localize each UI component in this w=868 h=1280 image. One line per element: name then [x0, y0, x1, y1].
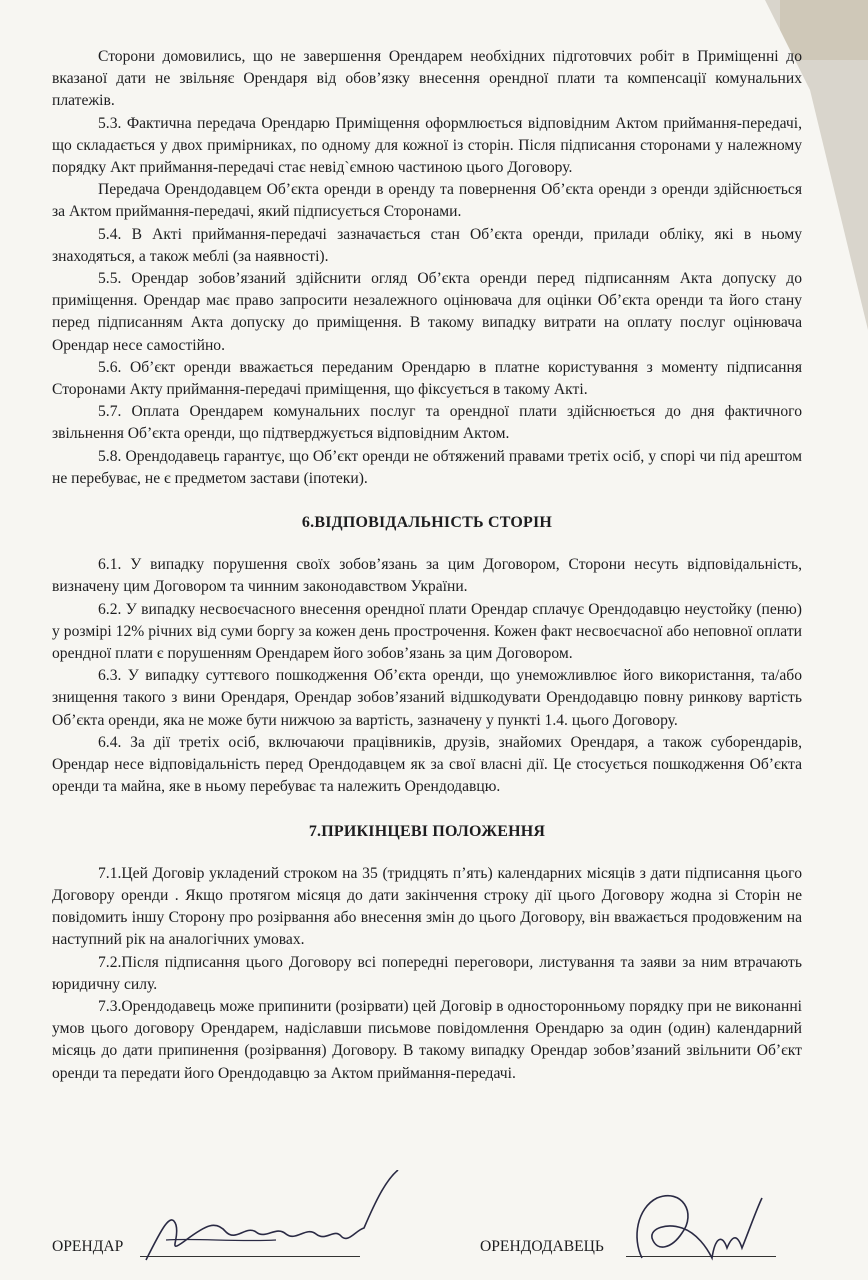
paragraph-6-1: 6.1. У випадку порушення своїх зобов’язань за цим Договором, Сторони несуть відповідальність, визначену цим Договором та чинним законодавством України.	[52, 556, 802, 596]
paragraph-7-1: 7.1.Цей Договір укладений строком на 35 (тридцять п’ять) календарних місяців з дати підписання цього Договору оренди . Якщо протягом місяця до дати закінчення строку дії цього Договору жодна зі Сторін не повідомить іншу Сторону про розірвання або внесення змін до цього Договору, він вважається продовженим на наступний рік на аналогічних умовах.	[52, 864, 802, 949]
signature-row	[52, 1230, 812, 1270]
landlord-signature-label: ОРЕНДОДАВЕЦЬ	[480, 1238, 604, 1255]
paragraph-7-2: 7.2.Після підписання цього Договору всі попередні переговори, листування та заяви за ним втрачають юридичну силу.	[52, 953, 802, 993]
paragraph-6-4: 6.4. За дії третіх осіб, включаючи працівників, друзів, знайомих Орендаря, а також суборендарів, Орендар несе відповідальність перед Орендодавцем як за свої власні дії. Це стосується пошкодження Об’єкта оренди та майна, яке в ньому перебуває та належить Орендодавцю.	[52, 733, 802, 796]
tenant-signature-mark	[136, 1170, 436, 1270]
paragraph-5-3: 5.3. Фактична передача Орендарю Приміщення оформлюється відповідним Актом приймання-передачі, що складається у двох примірниках, по одному для кожної із сторін. Після підписання сторонами у належному порядку Акт приймання-передачі стає невід`ємною частиною цього Договору.	[52, 114, 802, 177]
section-6-heading: 6.ВІДПОВІДАЛЬНІСТЬ СТОРІН	[301, 514, 553, 532]
tenant-signature-label: ОРЕНДАР	[52, 1238, 124, 1255]
paragraph-5-6: 5.6. Об’єкт оренди вважається переданим Орендарю в платне користування з моменту підписання Сторонами Акту приймання-передачі приміщення, що фіксується в такому Акті.	[52, 358, 802, 399]
paragraph-5-4: 5.4. В Акті приймання-передачі зазначається стан Об’єкта оренди, прилади обліку, які в ньому знаходяться, а також меблі (за наявності).	[52, 225, 802, 265]
landlord-signature-mark	[612, 1178, 782, 1268]
paragraph-5-8: 5.8. Орендодавець гарантує, що Об’єкт оренди не обтяжений правами третіх осіб, у спорі чи під арештом не перебуває, не є предметом застави (іпотеки).	[52, 447, 802, 487]
document-body	[52, 46, 802, 1085]
paragraph-5-intro: Сторони домовились, що не завершення Орендарем необхідних підготовчих робіт в Приміщенні до вказаної дати не звільняє Орендаря від обов’язку внесення орендної плати та компенсації комунальних платежів.	[52, 48, 802, 110]
paragraph-5-3-transfer: Передача Орендодавцем Об’єкта оренди в оренду та повернення Об’єкта оренди з оренди здійснюється за Актом приймання-передачі, який підписується Сторонами.	[52, 181, 802, 221]
paragraph-6-3: 6.3. У випадку суттєвого пошкодження Об’єкта оренди, що унеможливлює його використання, та/або знищення такого з вини Орендаря, Орендар зобов’язаний відшкодувати Орендодавцю повну ринкову вартість Об’єкта оренди, яка не може бути нижчою за вартість, зазначену у пункті 1.4. цього Договору.	[52, 667, 802, 729]
paragraph-5-5: 5.5. Орендар зобов’язаний здійснити огляд Об’єкта оренди перед підписанням Акта допуску до приміщення. Орендар має право запросити незалежного оцінювача для оцінки Об’єкта оренди та його стану перед підписанням Акта допуску до приміщення. В такому випадку витрати на оплату послуг оцінювача Орендар несе самостійно.	[52, 270, 802, 354]
paragraph-5-7: 5.7. Оплата Орендарем комунальних послуг та орендної плати здійснюється до дня фактичного звільнення Об’єкта оренди, що підтверджується відповідним Актом.	[52, 403, 802, 443]
paragraph-6-2: 6.2. У випадку несвоєчасного внесення орендної плати Орендар сплачує Орендодавцю неустойку (пеню) у розмірі 12% річних від суми боргу за кожен день прострочення. Кожен факт несвоєчасної або неповної оплати орендної плати є порушенням Орендарем його зобов’язань за цим Договором.	[52, 600, 802, 663]
section-7-heading: 7.ПРИКІНЦЕВІ ПОЛОЖЕННЯ	[308, 822, 546, 840]
paragraph-7-3: 7.3.Орендодавець може припинити (розірвати) цей Договір в односторонньому порядку при не виконанні умов цього договору Орендарем, надіславши письмове повідомлення Орендарю за один (один) календарний місяць до дати припинення (розірвання) Договору. В такому випадку Орендар зобов’язаний звільнити Об’єкт оренди та передати його Орендодавцю за Актом приймання-передачі.	[52, 997, 802, 1082]
